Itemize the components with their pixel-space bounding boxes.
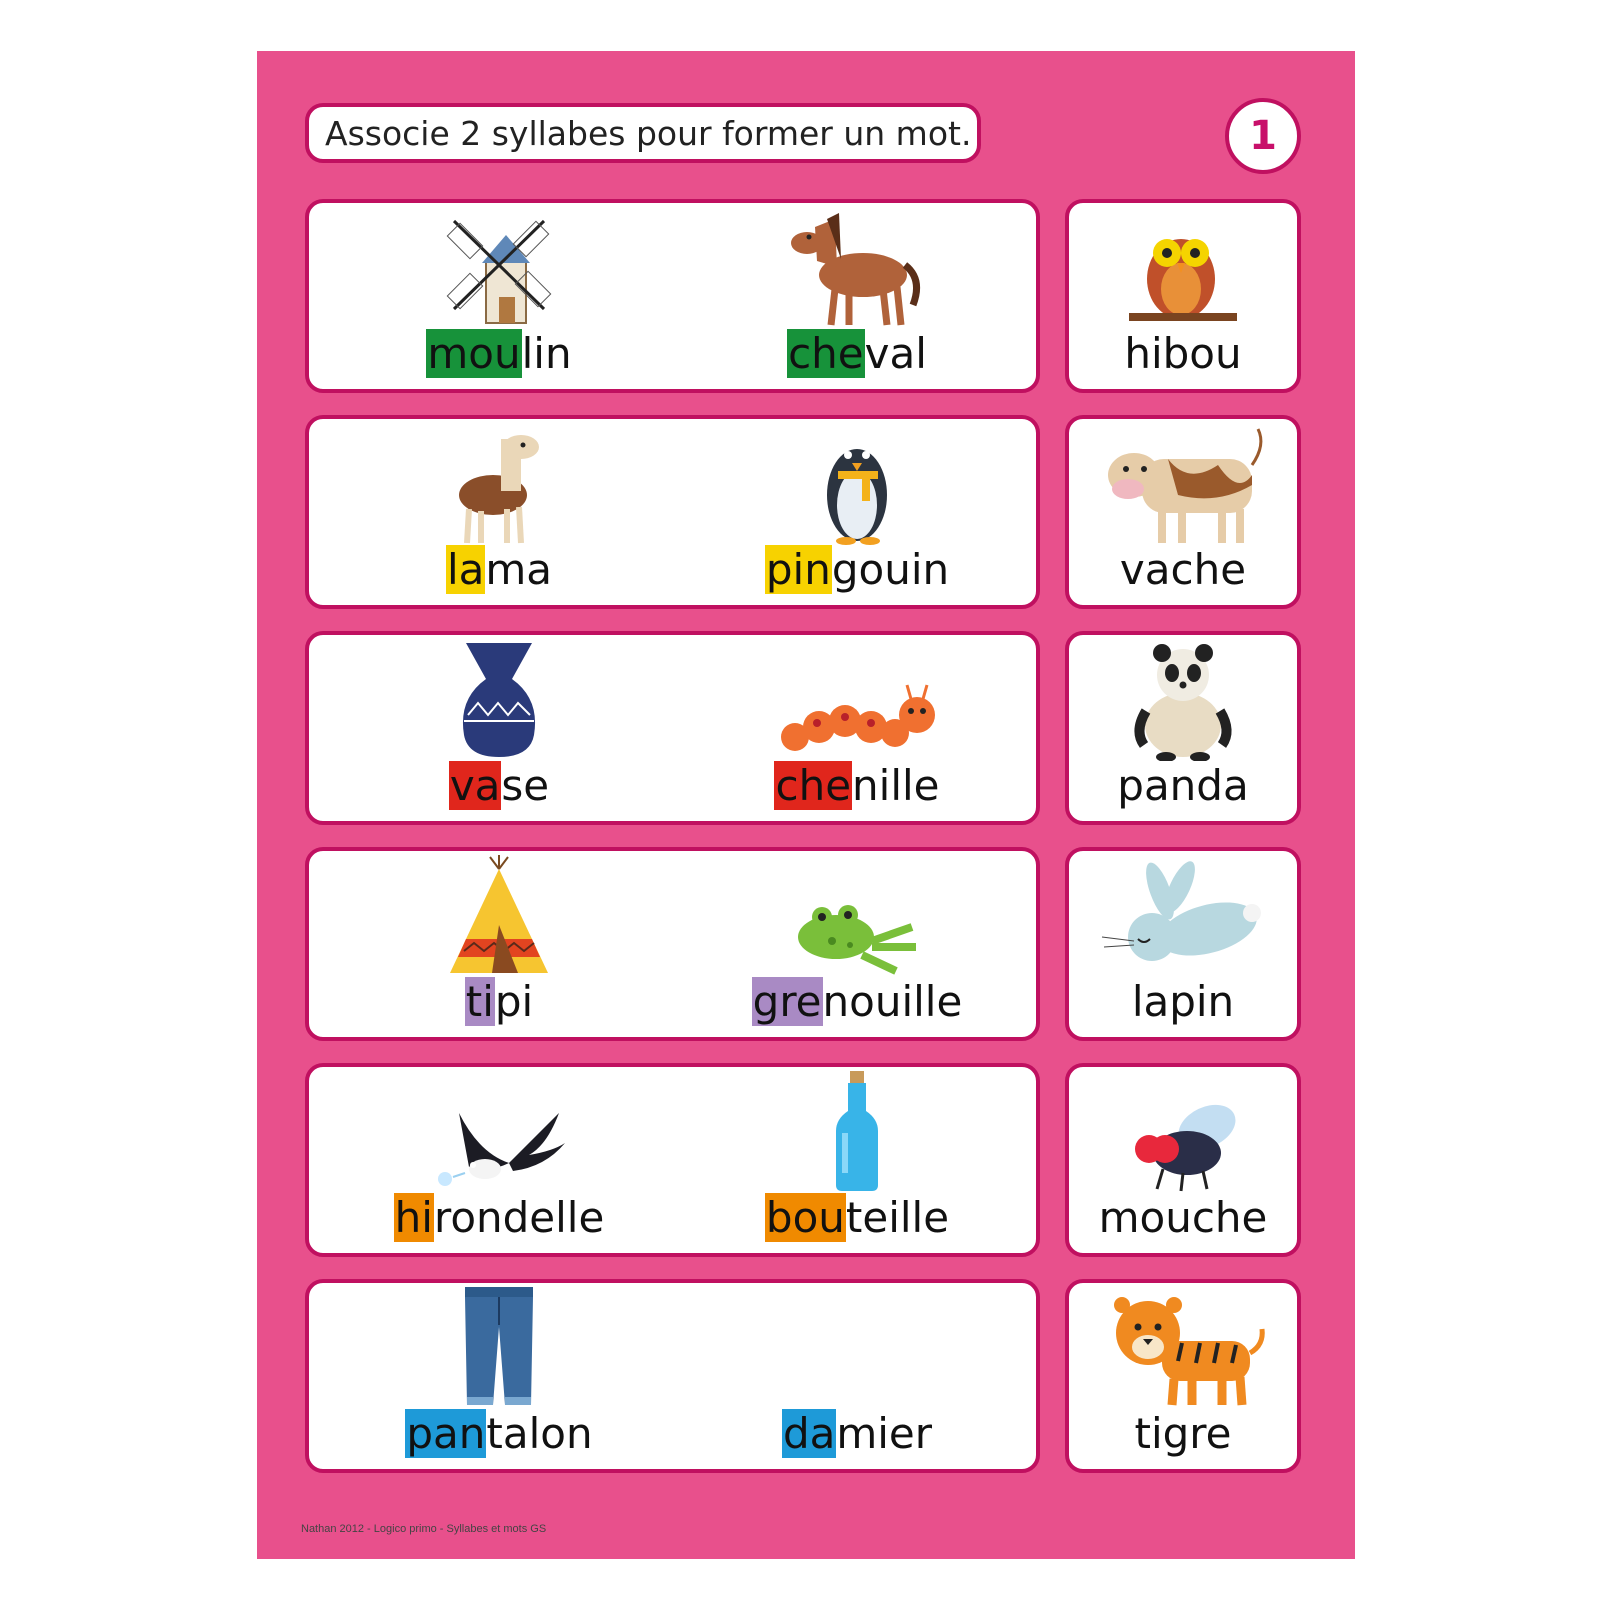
fly-icon: [1123, 1093, 1243, 1193]
word-label: lapin: [1131, 977, 1235, 1026]
word-card[interactable]: [1069, 203, 1297, 389]
rabbit-icon: [1098, 857, 1268, 977]
panda-icon: [1128, 641, 1238, 761]
word-card[interactable]: [1069, 1067, 1297, 1253]
highlighted-syllable: ti: [465, 977, 494, 1026]
bottle-icon: [832, 1071, 882, 1193]
instruction-text: Associe 2 syllabes pour former un mot.: [325, 113, 972, 153]
word-label: hibou: [1124, 329, 1242, 378]
word-box: [1065, 1279, 1301, 1473]
word-label: [329, 329, 669, 379]
word-card[interactable]: [687, 203, 1027, 389]
worksheet-card: [257, 51, 1355, 1559]
word-card[interactable]: [687, 1067, 1027, 1253]
syllable-rest: teille: [845, 1193, 950, 1242]
word-label: [687, 977, 1027, 1027]
frog-icon: [792, 897, 922, 977]
windmill-icon: [444, 211, 554, 329]
highlighted-syllable: che: [775, 761, 852, 810]
syllable-rest: lin: [521, 329, 572, 378]
word-box: [1065, 847, 1301, 1041]
word-label: [329, 1193, 669, 1243]
highlighted-syllable: pin: [765, 545, 831, 594]
syllable-rest: ma: [485, 545, 553, 594]
syllable-rest: rondelle: [433, 1193, 605, 1242]
syllable-rest: talon: [486, 1409, 593, 1458]
word-box: [1065, 199, 1301, 393]
word-card[interactable]: [329, 635, 669, 821]
trousers-icon: [459, 1287, 539, 1409]
word-card[interactable]: [687, 635, 1027, 821]
word-card[interactable]: [1069, 1283, 1297, 1469]
highlighted-syllable: mou: [427, 329, 521, 378]
word-card[interactable]: [329, 1067, 669, 1253]
page-number-badge: [1225, 98, 1301, 174]
word-pair-box: [305, 1279, 1040, 1473]
word-label: [687, 761, 1027, 811]
penguin-icon: [812, 425, 902, 545]
word-label: [329, 1409, 669, 1459]
word-card[interactable]: [1069, 851, 1297, 1037]
syllable-rest: nouille: [822, 977, 963, 1026]
highlighted-syllable: pan: [406, 1409, 486, 1458]
tiger-icon: [1098, 1289, 1268, 1409]
word-card[interactable]: [687, 1283, 1027, 1469]
swallow-icon: [429, 1093, 569, 1193]
tipi-icon: [444, 855, 554, 977]
word-card[interactable]: [1069, 635, 1297, 821]
word-card[interactable]: [1069, 419, 1297, 605]
word-label: [687, 545, 1027, 595]
footer-credit: Nathan 2012 - Logico primo - Syllabes et mots GS: [301, 1523, 547, 1535]
horse-icon: [787, 209, 927, 329]
highlighted-syllable: bou: [765, 1193, 845, 1242]
word-card[interactable]: [687, 851, 1027, 1037]
syllable-rest: se: [501, 761, 550, 810]
word-card[interactable]: [329, 851, 669, 1037]
word-label: [687, 1193, 1027, 1243]
page-number: 1: [1249, 113, 1277, 159]
caterpillar-icon: [777, 671, 937, 761]
syllable-rest: mier: [836, 1409, 933, 1458]
cow-icon: [1098, 425, 1268, 545]
highlighted-syllable: hi: [394, 1193, 433, 1242]
llama-icon: [449, 425, 549, 545]
word-label: [329, 761, 669, 811]
word-pair-box: [305, 1063, 1040, 1257]
word-label: mouche: [1098, 1193, 1268, 1242]
word-card[interactable]: [687, 419, 1027, 605]
word-card[interactable]: [329, 1283, 669, 1469]
highlighted-syllable: la: [446, 545, 485, 594]
word-pair-box: [305, 199, 1040, 393]
highlighted-syllable: va: [449, 761, 501, 810]
word-label: panda: [1117, 761, 1249, 810]
word-box: [1065, 415, 1301, 609]
highlighted-syllable: gre: [752, 977, 822, 1026]
word-card[interactable]: [329, 419, 669, 605]
highlighted-syllable: che: [788, 329, 864, 378]
syllable-rest: val: [864, 329, 927, 378]
word-label: [687, 329, 1027, 379]
word-pair-box: [305, 631, 1040, 825]
word-pair-box: [305, 415, 1040, 609]
word-label: [329, 545, 669, 595]
word-card[interactable]: [329, 203, 669, 389]
word-label: [687, 1409, 1027, 1459]
syllable-rest: pi: [494, 977, 534, 1026]
word-label: [329, 977, 669, 1027]
vase-icon: [454, 639, 544, 761]
owl-icon: [1123, 209, 1243, 329]
syllable-rest: nille: [852, 761, 940, 810]
word-box: [1065, 631, 1301, 825]
instruction-banner: [305, 103, 981, 163]
syllable-rest: gouin: [831, 545, 950, 594]
highlighted-syllable: da: [782, 1409, 836, 1458]
word-label: vache: [1119, 545, 1247, 594]
word-label: tigre: [1134, 1409, 1232, 1458]
word-box: [1065, 1063, 1301, 1257]
word-pair-box: [305, 847, 1040, 1041]
